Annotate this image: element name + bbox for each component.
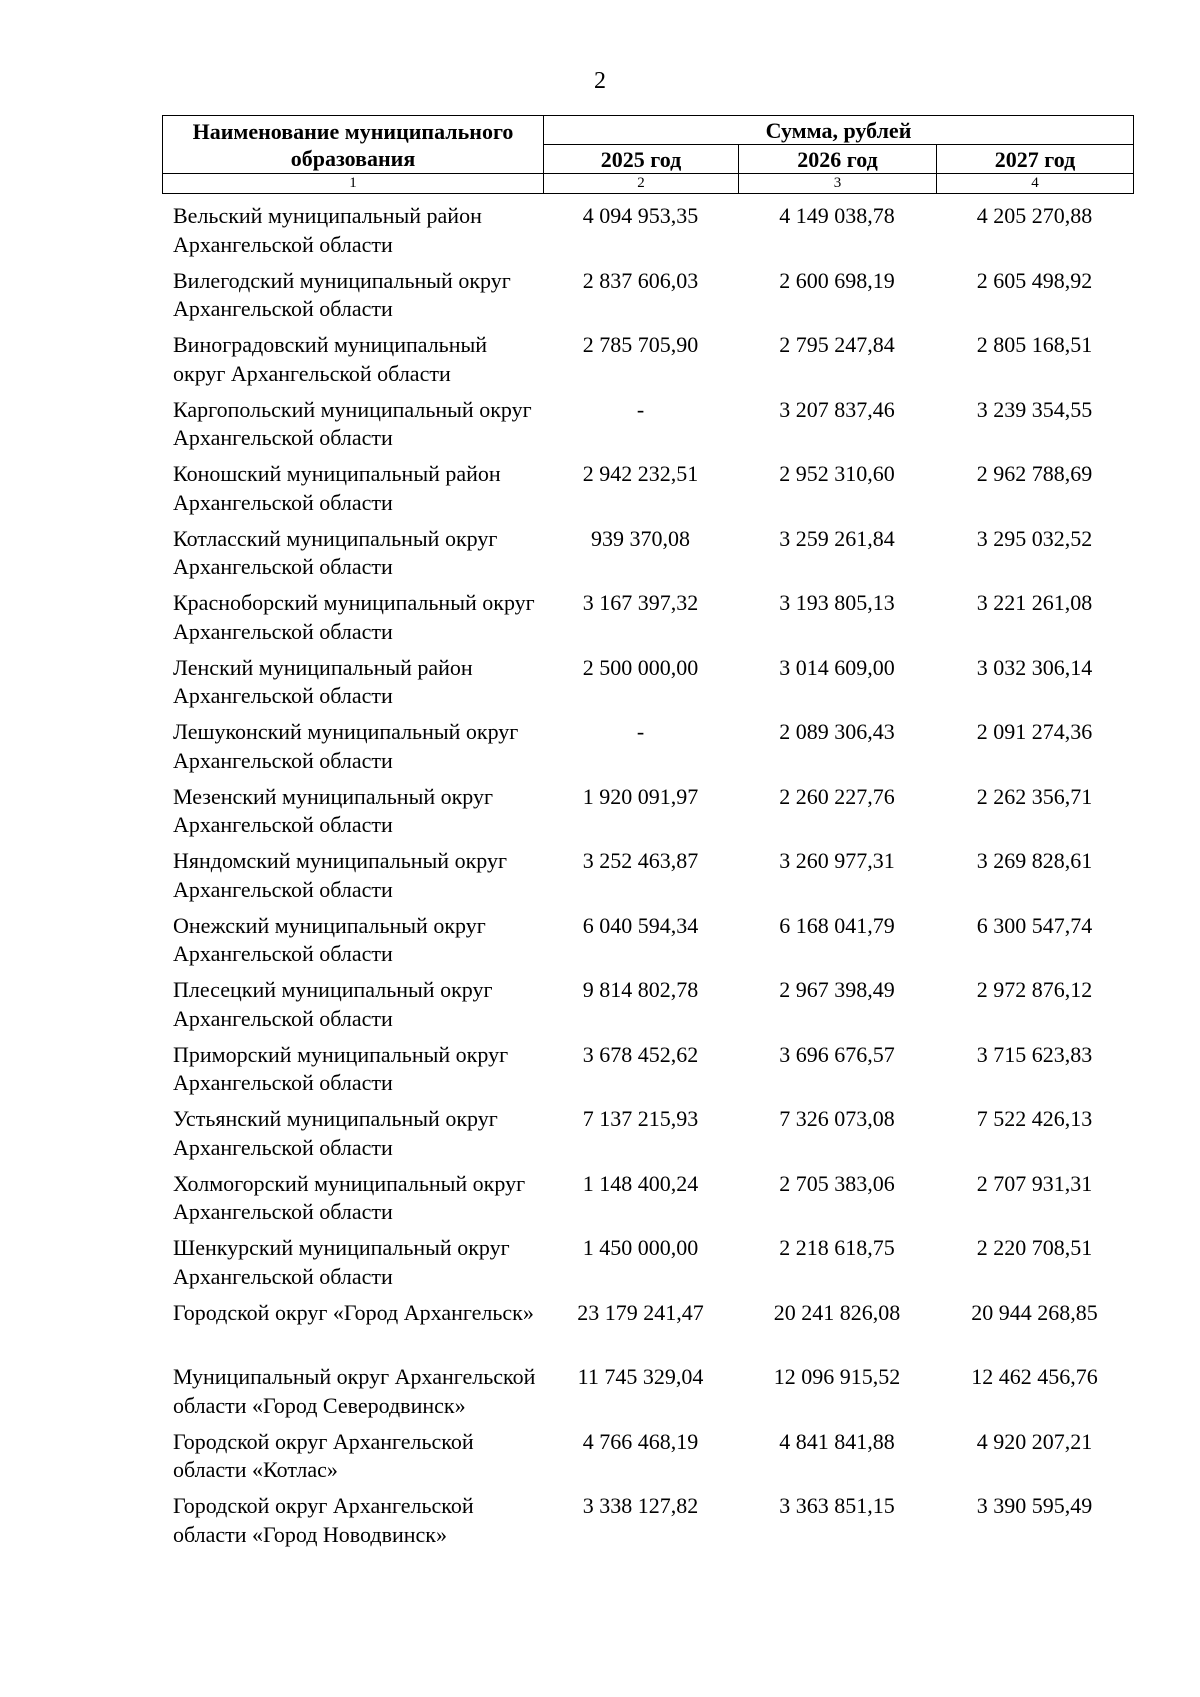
value-2026: 2 218 618,75 — [779, 1235, 895, 1260]
value-2027: 2 962 788,69 — [976, 461, 1093, 486]
header-year-2025: 2025 год — [544, 145, 739, 174]
value-2027: 2 605 498,92 — [976, 267, 1093, 293]
municipality-name: Городской округ Архангельской области «Котлас» — [173, 1428, 474, 1482]
value-2026: 4 841 841,88 — [779, 1428, 895, 1454]
municipality-name: Шенкурский муниципальный округ Архангельской области — [173, 1235, 510, 1289]
column-number-3: 3 — [739, 174, 937, 194]
value-2025: 3 252 463,87 — [582, 848, 699, 873]
value-2026: 3 259 261,84 — [779, 525, 895, 551]
table-row — [162, 783, 1133, 840]
municipality-name: Приморский муниципальный округ Архангельской области — [173, 1041, 509, 1095]
value-2027: 2 262 356,71 — [976, 783, 1093, 809]
value-2027: 4 205 270,88 — [976, 203, 1093, 228]
table-row — [162, 589, 1133, 646]
value-2027: 6 300 547,74 — [976, 912, 1093, 938]
value-2025: 6 040 594,34 — [582, 912, 699, 938]
value-2027: 3 269 828,61 — [976, 848, 1093, 873]
municipality-name: Няндомский муниципальный округ Архангельской области — [173, 848, 507, 902]
municipality-name: Устьянский муниципальный округ Архангельской области — [173, 1106, 498, 1160]
municipality-name: Холмогорский муниципальный округ Архангельской области — [173, 1170, 526, 1224]
page-number: 2 — [594, 68, 606, 94]
value-2025: 3 167 397,32 — [582, 590, 699, 615]
table-row — [162, 718, 1133, 775]
header-name-column: Наименование муниципального образования — [163, 116, 544, 174]
column-number-1: 1 — [163, 174, 544, 194]
value-2025: 23 179 241,47 — [577, 1299, 704, 1325]
value-2027: 4 920 207,21 — [976, 1428, 1093, 1454]
municipality-name: Ленский муниципальный район Архангельской области — [173, 654, 473, 708]
table-row — [162, 1234, 1133, 1291]
table-row — [162, 1363, 1133, 1420]
table-row — [162, 912, 1133, 969]
value-2027: 2 972 876,12 — [976, 977, 1093, 1002]
value-2027: 3 032 306,14 — [976, 654, 1093, 680]
value-2027: 3 715 623,83 — [976, 1041, 1093, 1067]
table-row — [162, 1170, 1133, 1227]
municipality-name: Лешуконский муниципальный округ Архангельской области — [173, 719, 519, 773]
value-2025: 1 920 091,97 — [582, 783, 699, 809]
municipality-name: Плесецкий муниципальный округ Архангельской области — [173, 977, 493, 1031]
table-row — [162, 847, 1133, 904]
table-row — [162, 202, 1133, 259]
municipality-name: Коношский муниципальный район Архангельской области — [173, 461, 501, 515]
municipality-name: Онежский муниципальный округ Архангельской области — [173, 912, 486, 966]
table-row — [162, 1299, 1133, 1328]
value-2027: 12 462 456,76 — [971, 1364, 1098, 1389]
municipality-name: Вельский муниципальный район Архангельской области — [173, 203, 482, 257]
value-2025: 7 137 215,93 — [582, 1106, 699, 1131]
value-2026: 3 363 851,15 — [779, 1493, 895, 1518]
value-2026: 2 089 306,43 — [779, 719, 895, 744]
value-2026: 2 600 698,19 — [779, 267, 895, 293]
table-row — [162, 460, 1133, 517]
municipality-name: Котласский муниципальный округ Архангельской области — [173, 525, 498, 579]
value-2025: 11 745 329,04 — [577, 1364, 704, 1389]
value-2026: 3 207 837,46 — [779, 396, 895, 422]
value-2026: 6 168 041,79 — [779, 912, 895, 938]
value-2025: 2 837 606,03 — [582, 267, 699, 293]
value-2025: 2 500 000,00 — [582, 654, 699, 680]
value-2026: 12 096 915,52 — [773, 1364, 901, 1389]
municipality-name: Вилегодский муниципальный округ Архангельской области — [173, 267, 511, 321]
value-2026: 7 326 073,08 — [779, 1106, 895, 1131]
table-row — [162, 654, 1133, 711]
value-2027: 3 390 595,49 — [976, 1493, 1093, 1518]
header-year-2026: 2026 год — [739, 145, 937, 174]
value-2027: 20 944 268,85 — [971, 1299, 1098, 1325]
value-2026: 3 193 805,13 — [779, 590, 895, 615]
municipality-name: Городской округ Архангельской области «Город Новодвинск» — [173, 1493, 474, 1547]
value-2027: 3 295 032,52 — [976, 525, 1093, 551]
value-2025: - — [636, 396, 645, 422]
value-2027: 3 221 261,08 — [976, 590, 1093, 615]
municipality-name: Мезенский муниципальный округ Архангельской области — [173, 783, 494, 837]
value-2025: 3 338 127,82 — [582, 1493, 699, 1518]
value-2025: 2 785 705,90 — [582, 332, 699, 357]
municipality-name: Виноградовский муниципальный округ Архангельской области — [173, 332, 488, 386]
value-2026: 2 260 227,76 — [779, 783, 895, 809]
value-2025: 939 370,08 — [591, 525, 690, 551]
value-2025: 1 148 400,24 — [582, 1170, 699, 1196]
municipality-name: Красноборский муниципальный округ Архангельской области — [173, 590, 535, 644]
value-2025: 1 450 000,00 — [582, 1235, 699, 1260]
municipality-name: Городской округ «Город Архангельск» — [173, 1299, 534, 1325]
column-number-2: 2 — [544, 174, 739, 194]
header-sum-group: Сумма, рублей — [544, 116, 1134, 145]
value-2025: 4 094 953,35 — [582, 203, 699, 228]
municipality-name: Муниципальный округ Архангельской области «Город Северодвинск» — [173, 1364, 536, 1418]
table-row — [162, 396, 1133, 453]
table-row — [162, 1105, 1133, 1162]
table-header — [162, 115, 1134, 194]
column-number-4: 4 — [937, 174, 1134, 194]
municipality-name: Каргопольский муниципальный округ Архангельской области — [173, 396, 532, 450]
value-2026: 3 696 676,57 — [779, 1041, 895, 1067]
value-2025: - — [636, 719, 645, 744]
value-2027: 2 091 274,36 — [976, 719, 1093, 744]
value-2026: 3 260 977,31 — [779, 848, 895, 873]
value-2026: 3 014 609,00 — [779, 654, 895, 680]
value-2025: 9 814 802,78 — [582, 977, 699, 1002]
table-row — [162, 267, 1133, 324]
value-2025: 3 678 452,62 — [582, 1041, 699, 1067]
value-2026: 4 149 038,78 — [779, 203, 895, 228]
value-2026: 2 967 398,49 — [779, 977, 895, 1002]
value-2026: 2 705 383,06 — [779, 1170, 895, 1196]
table-row — [162, 1492, 1133, 1549]
header-year-2027: 2027 год — [937, 145, 1134, 174]
value-2027: 3 239 354,55 — [976, 396, 1093, 422]
table-row — [162, 331, 1133, 388]
table-row — [162, 525, 1133, 582]
table-row — [162, 976, 1133, 1033]
table-body — [162, 202, 1133, 1557]
value-2025: 2 942 232,51 — [582, 461, 699, 486]
value-2027: 2 220 708,51 — [976, 1235, 1093, 1260]
value-2025: 4 766 468,19 — [582, 1428, 699, 1454]
table-row — [162, 1428, 1133, 1485]
value-2027: 2 707 931,31 — [976, 1170, 1093, 1196]
value-2026: 2 795 247,84 — [779, 332, 895, 357]
value-2027: 2 805 168,51 — [976, 332, 1093, 357]
value-2027: 7 522 426,13 — [976, 1106, 1093, 1131]
value-2026: 20 241 826,08 — [773, 1299, 901, 1325]
table-row — [162, 1041, 1133, 1098]
value-2026: 2 952 310,60 — [779, 461, 895, 486]
